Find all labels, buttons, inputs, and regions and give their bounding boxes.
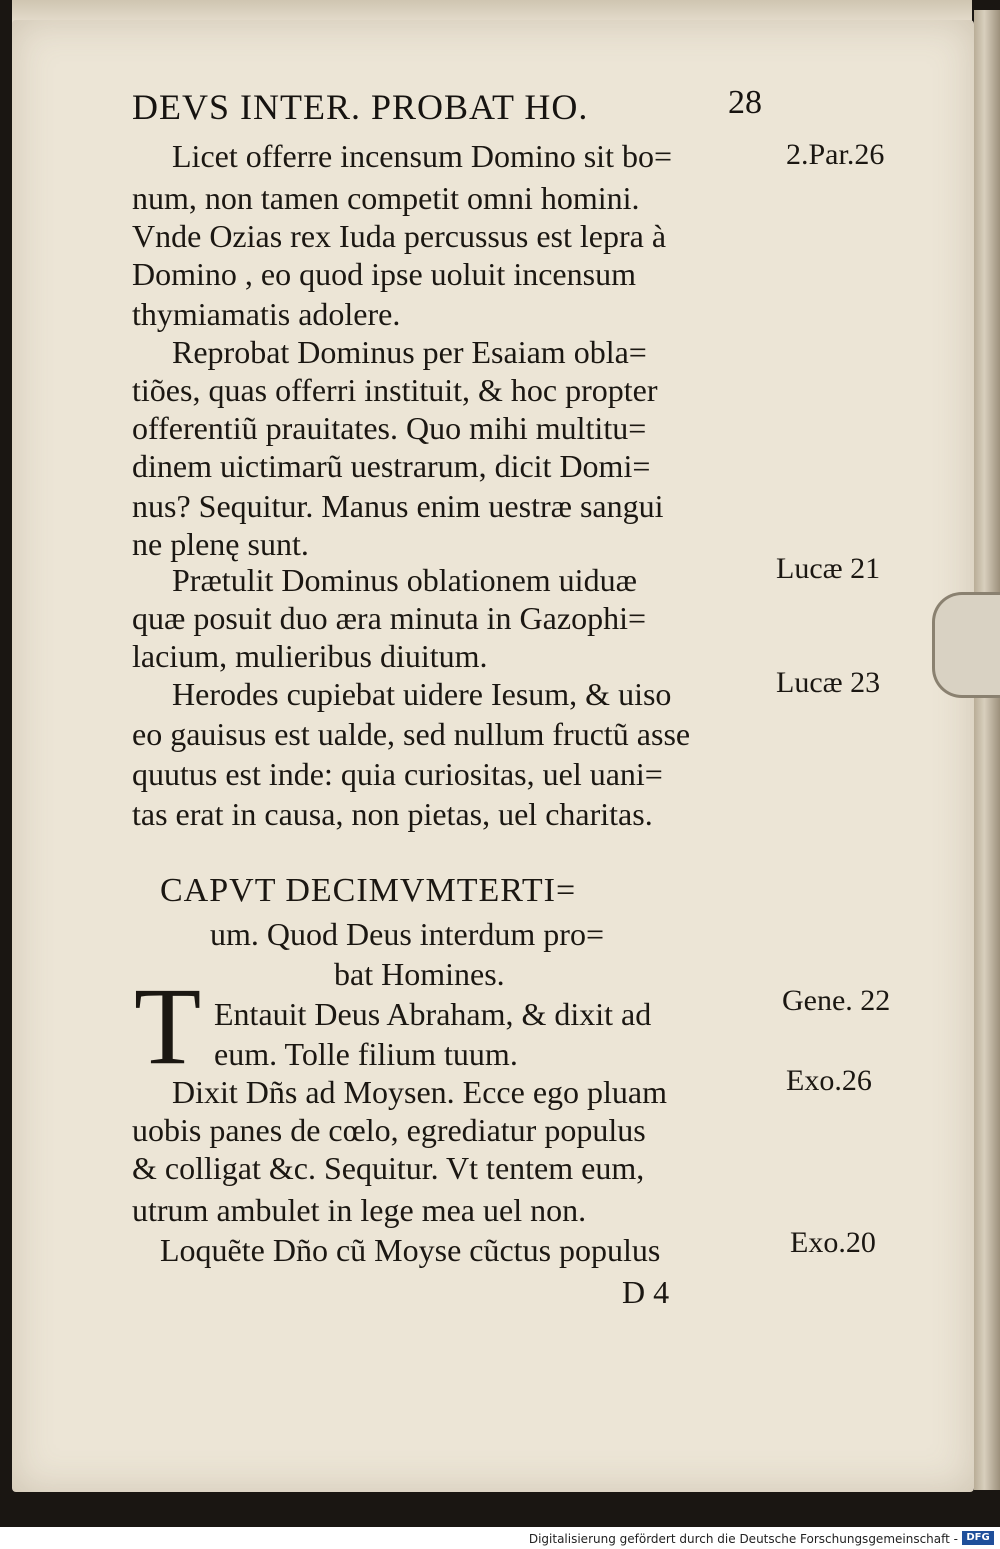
signature-mark: D 4 — [622, 1274, 670, 1310]
text-line: num, non tamen competit omni homini. — [132, 180, 640, 216]
chapter-subheading: bat Homines. — [334, 956, 505, 992]
chapter-heading: CAPVT DECIMVMTERTI= — [160, 872, 577, 909]
margin-note: Lucæ 21 — [776, 552, 881, 585]
text-line: Prætulit Dominus oblationem uiduæ — [172, 562, 637, 598]
margin-note: Exo.20 — [790, 1226, 876, 1259]
text-line: tas erat in causa, non pietas, uel charitas. — [132, 796, 653, 832]
text-line: eo gauisus est ualde, sed nullum fructũ asse — [132, 716, 691, 752]
text-line: Herodes cupiebat uidere Iesum, & uiso — [172, 676, 672, 712]
text-line: uobis panes de cœlo, egrediatur populus — [132, 1112, 646, 1148]
footer-credit: Digitalisierung gefördert durch die Deutsche Forschungsgemeinschaft - — [528, 1532, 958, 1546]
text-line: quutus est inde: quia curiositas, uel uani= — [132, 756, 663, 792]
text-line: offerentiũ prauitates. Quo mihi multitu= — [132, 410, 647, 446]
text-line: quæ posuit duo æra minuta in Gazophi= — [132, 600, 646, 636]
page-clip — [932, 592, 1000, 698]
text-line: Domino , eo quod ipse uoluit incensum — [132, 256, 636, 292]
margin-note: Lucæ 23 — [776, 666, 881, 699]
text-line: dinem uictimarũ uestrarum, dicit Domi= — [132, 448, 651, 484]
chapter-subheading: um. Quod Deus interdum pro= — [210, 916, 604, 952]
text-line: tiões, quas offerri instituit, & hoc propter — [132, 372, 658, 408]
text-line: thymiamatis adolere. — [132, 296, 401, 332]
text-line: eum. Tolle filium tuum. — [214, 1036, 518, 1072]
text-line: Reprobat Dominus per Esaiam obla= — [172, 334, 647, 370]
page-stack-edge — [974, 10, 1000, 1490]
text-line: ne plenę sunt. — [132, 526, 309, 562]
drop-capital: T — [134, 965, 202, 1087]
text-line: Dixit Dñs ad Moysen. Ecce ego pluam — [172, 1074, 667, 1110]
running-head: DEVS INTER. PROBAT HO. — [132, 87, 589, 127]
text-line: Loquẽte Dño cũ Moyse cũctus populus — [160, 1232, 661, 1268]
text-line: & colligat &c. Sequitur. Vt tentem eum, — [132, 1150, 645, 1186]
margin-note: Exo.26 — [786, 1064, 872, 1097]
dfg-logo-icon: DFG — [962, 1531, 994, 1545]
text-line: utrum ambulet in lege mea uel non. — [132, 1192, 587, 1228]
margin-note: 2.Par.26 — [786, 138, 885, 171]
text-line: Vnde Ozias rex Iuda percussus est lepra à — [132, 218, 667, 254]
page-number: 28 — [728, 84, 762, 121]
margin-note: Gene. 22 — [782, 984, 891, 1017]
text-line: Entauit Deus Abraham, & dixit ad — [214, 996, 652, 1032]
text-line: lacium, mulieribus diuitum. — [132, 638, 488, 674]
text-line: nus? Sequitur. Manus enim uestræ sangui — [132, 488, 664, 524]
text-line: Licet offerre incensum Domino sit bo= — [172, 138, 672, 174]
